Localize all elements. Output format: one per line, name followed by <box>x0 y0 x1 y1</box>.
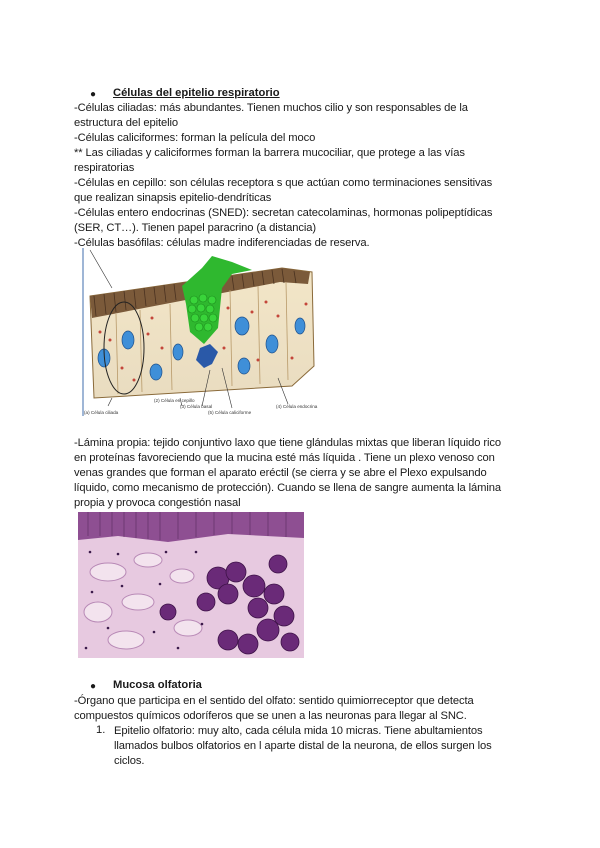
lamina-propria-micrograph <box>78 512 304 658</box>
bullet-icon: ● <box>90 89 97 100</box>
body-line: respiratorias <box>74 162 135 174</box>
list-item-line: ciclos. <box>114 755 145 767</box>
body-line: -Células entero endocrinas (SNED): secretan catecolaminas, hormonas polipeptídicas <box>74 207 493 219</box>
body-line: (SER, CT…). Tienen papel paracrino (a distancia) <box>74 222 317 234</box>
body-line: estructura del epitelio <box>74 117 179 129</box>
body-line: -Órgano que participa en el sentido del olfato: sentido quimiorreceptor que detecta <box>74 695 474 707</box>
respiratory-epithelium-illustration <box>82 248 318 416</box>
list-number: 1. <box>96 724 106 736</box>
bullet-icon: ● <box>90 681 97 692</box>
body-line: líquido, como mecanismo de protección). Cuando se llena de sangre aumenta la lámina <box>74 482 502 494</box>
body-line: -Células basófilas: células madre indiferenciadas de reserva. <box>74 237 370 249</box>
section-heading-olfactory-mucosa: Mucosa olfatoria <box>113 679 202 691</box>
body-line: compuestos químicos odoríferos que se unen a las neuronas para llegar al SNC. <box>74 710 467 722</box>
body-line: venas grandes que forman el aparato eréctil (se cierra y se abre el Plexo expulsando <box>74 467 487 479</box>
body-line: -Lámina propia: tejido conjuntivo laxo que tiene glándulas mixtas que liberan líquido rico <box>74 437 501 449</box>
body-line: propia y provoca congestión nasal <box>74 497 241 509</box>
list-item-line: llamados bulbos olfatorios en l aparte distal de la neurona, de ellos surgen los <box>114 740 492 752</box>
list-item-line: Epitelio olfatorio: muy alto, cada célula mida 10 micras. Tiene abultamientos <box>114 725 483 737</box>
body-line: -Células en cepillo: son células receptora s que actúan como terminaciones sensitivas <box>74 177 493 189</box>
figure-label-brush-cell: (2) Célula en cepillo <box>154 398 195 403</box>
section-heading-respiratory-epithelium: Células del epitelio respiratorio <box>113 87 280 99</box>
figure-label-basal-cell: (3) Célula basal <box>180 404 213 409</box>
body-line: en proteínas favoreciendo que la mucina esté más líquida . Tiene un plexo venoso con <box>74 452 495 464</box>
body-line: -Células caliciformes: forman la película del moco <box>74 132 316 144</box>
figure-label-goblet-cell: (5) Célula caliciforme <box>208 410 252 415</box>
figure-label-ciliated-cell: (a) Célula ciliada <box>84 410 119 415</box>
body-line: ** Las ciliadas y caliciformes forman la barrera mucociliar, que protege a las vías <box>74 147 465 159</box>
body-line: que realizan sinapsis epitelio-dendríticas <box>74 192 272 204</box>
body-line: -Células ciliadas: más abundantes. Tienen muchos cilio y son responsables de la <box>74 102 468 114</box>
figure-label-endocrine-cell: (4) Célula endocrina <box>276 404 318 409</box>
